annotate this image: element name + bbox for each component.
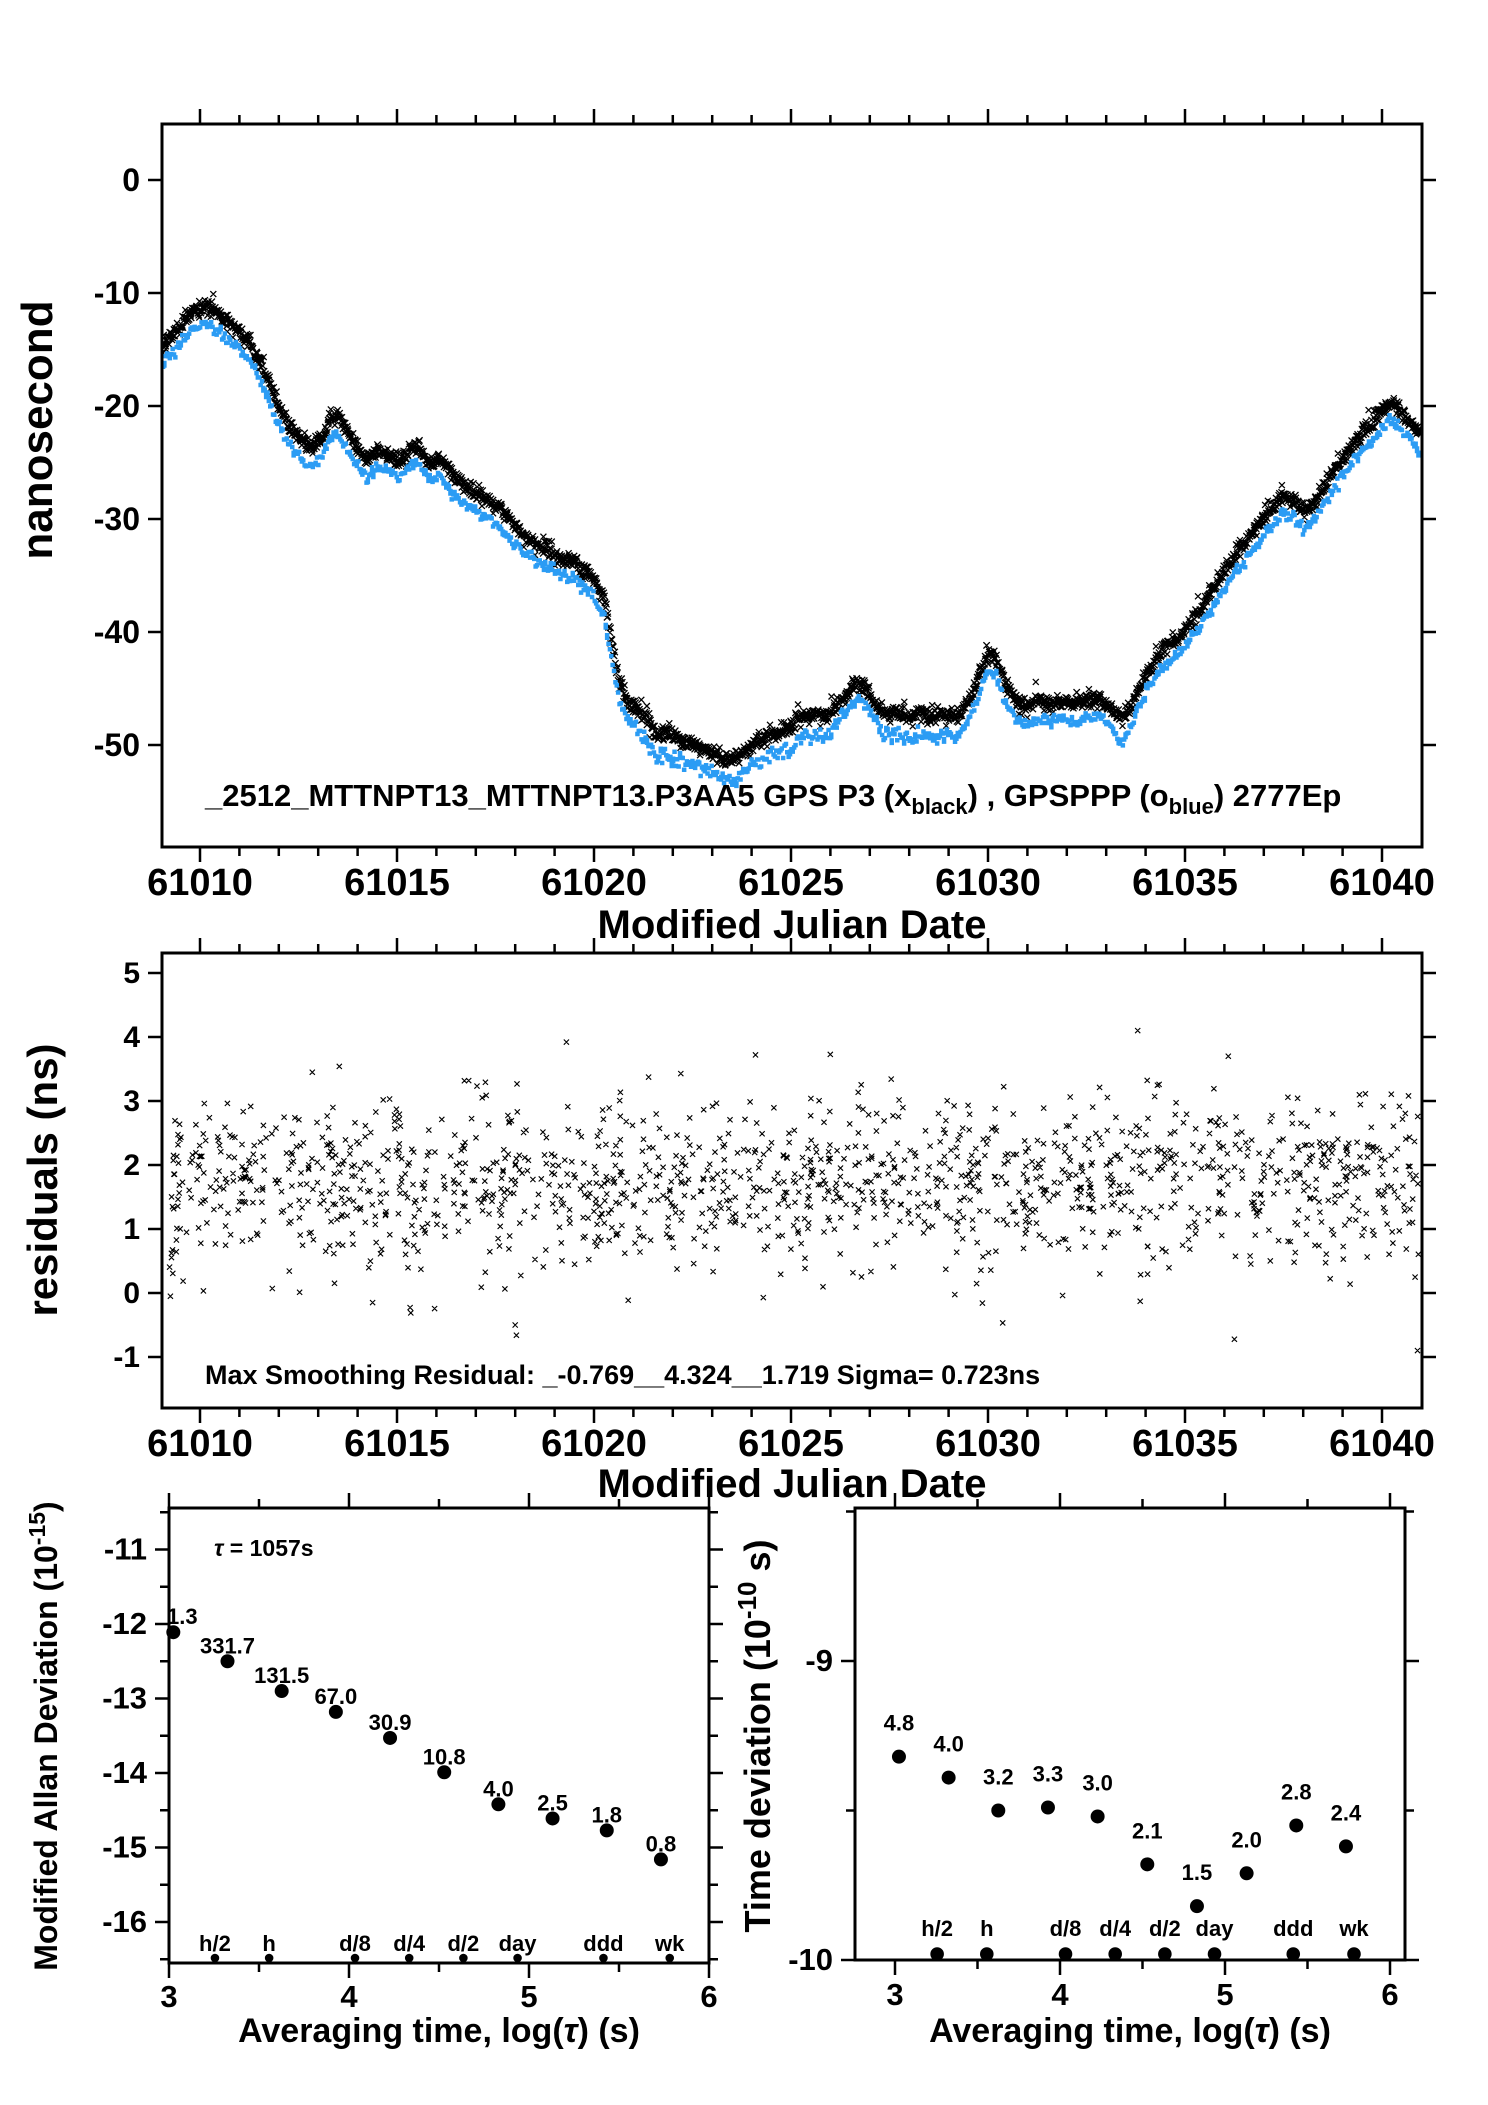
residuals-ytick-label: 2 [123,1149,140,1182]
mdev-xtick-label: 4 [340,1979,358,2014]
tdev-ref-label: day [1195,1916,1234,1941]
mdev-point-label: 67.0 [314,1683,358,1709]
mdev-x-ticks [169,1493,709,1978]
phase-ytick-label: -40 [93,614,140,650]
residuals-xtick-label: 61030 [935,1423,1041,1465]
mdev-ytick-label: -11 [103,1531,147,1567]
mdev-point-label: 2.5 [537,1790,568,1816]
tdev-xlabel-seg-2: ) (s) [1268,2012,1331,2050]
mdev-ref-label: d/2 [447,1931,480,1956]
phase-frame [162,124,1422,847]
mdev-point-label: 1.3 [167,1604,198,1630]
mdev-ref-label: ddd [583,1931,624,1956]
residuals-xtick-label: 61035 [1132,1423,1238,1465]
residuals-ytick-label: 0 [123,1277,140,1310]
tdev-ref-label: d/2 [1148,1916,1181,1941]
mdev-ref-label: d/4 [393,1931,426,1956]
phase-xtick-label: 61025 [738,862,844,904]
mdev-point-label: 0.8 [645,1831,677,1857]
tdev-point [942,1771,956,1785]
tdev-ref-label: wk [1339,1916,1369,1941]
mdev-point-label: 4.0 [483,1776,514,1802]
tdev-ref-label: d/4 [1099,1916,1132,1941]
phase-xtick-label: 61040 [1329,862,1435,904]
tdev-point-label: 4.0 [933,1731,964,1757]
tdev-xtick-label: 4 [1051,1977,1069,2012]
mdev-ref-label: day [498,1931,537,1956]
mdev-xtick-label: 6 [700,1979,718,2014]
phase-title-seg-4: ) 2777Ep [1213,778,1342,813]
residuals-ylabel: residuals (ns) [19,1043,66,1317]
phase-xtick-label: 61035 [1132,862,1238,904]
mdev-point-label: 1.8 [591,1802,623,1828]
mdev-xlabel [238,2012,640,2050]
mdev-xlabel-seg-0: Averaging time, log( [238,2012,564,2050]
mdev-tau-annotation [214,1535,314,1561]
residuals-ytick-label: 1 [123,1213,140,1246]
tdev-xlabel [929,2012,1331,2050]
tdev-point [1190,1899,1204,1913]
residuals-xtick-label: 61040 [1329,1423,1435,1465]
phase-ytick-label: -50 [93,727,140,763]
mdev-point-label: 30.9 [368,1709,412,1735]
tdev-point [892,1750,906,1764]
tdev-xtick-label: 3 [886,1977,904,2012]
tdev-point-label: 3.3 [1032,1761,1064,1787]
tdev-ylabel-seg-1: -10 [732,1581,762,1620]
mdev-ytick-label: -13 [102,1680,147,1716]
mdev-ref-label: h [262,1931,276,1956]
mdev-ylabel [24,1501,64,1970]
tdev-ref-label: ddd [1273,1916,1314,1941]
phase-title [204,778,1341,819]
residuals-x-ticks [200,938,1382,1423]
phase-title-seg-2: ) , GPSPPP (o [967,778,1169,813]
tdev-point-label: 2.1 [1131,1818,1163,1844]
residuals-frame [162,953,1422,1408]
tdev-xlabel-seg-1: τ [1254,2012,1269,2050]
residuals-xtick-label: 61020 [541,1423,647,1465]
mdev-ytick-label: -15 [102,1829,147,1865]
phase-ytick-label: 0 [122,162,140,198]
tdev-point-label: 3.0 [1082,1770,1113,1796]
residuals-ytick-label: 5 [123,957,140,990]
residuals-series [167,1028,1421,1353]
tdev-point-label: 2.4 [1330,1800,1362,1826]
mdev-xlabel-seg-1: τ [563,2012,578,2050]
tdev-point [1339,1839,1353,1853]
phase-title-seg-3: blue [1168,794,1214,819]
residuals-ytick-label: 4 [123,1021,140,1054]
residuals-ytick-label: 3 [123,1085,140,1118]
residuals-annotation: Max Smoothing Residual: _-0.769__4.324__1.719 Sigma= 0.723ns [205,1360,1041,1390]
tdev-ref-label: d/8 [1049,1916,1082,1941]
mdev-ytick-label: -12 [102,1606,147,1641]
mdev-ytick-label: -14 [102,1755,147,1790]
phase-xtick-label: 61015 [344,862,450,904]
tdev-point-label: 2.8 [1280,1779,1312,1805]
residuals-ytick-label: -1 [113,1341,140,1374]
mdev-point-label: 131.5 [254,1663,310,1689]
phase-title-seg-0: _2512_MTTNPT13_MTTNPT13.P3AA5 GPS P3 (x [205,778,912,813]
tdev-point-label: 2.0 [1231,1827,1262,1853]
phase-y-ticks [148,180,1436,745]
mdev-ylabel-seg-2: ) [28,1501,64,1512]
residuals-xtick-label: 61010 [147,1423,253,1465]
mdev-ref-label: h/2 [199,1931,231,1956]
phase-xtick-label: 61010 [147,862,253,904]
residuals-xtick-label: 61015 [344,1423,450,1465]
mdev-xtick-label: 5 [520,1979,538,2014]
tdev-ylabel [732,1539,778,1932]
phase-xtick-label: 61030 [935,862,1041,904]
tdev-ylabel-seg-0: Time deviation (10 [737,1619,778,1933]
mdev-frame [169,1508,709,1963]
phase-ylabel: nanosecond [13,300,62,560]
mdev-xtick-label: 3 [160,1979,178,2014]
mdev-ref-label: d/8 [339,1931,371,1956]
tdev-point-label: 3.2 [982,1764,1014,1790]
phase-ytick-label: -10 [93,275,140,311]
residuals-xlabel: Modified Julian Date [597,1462,987,1506]
tdev-ylabel-seg-2: s) [737,1539,778,1582]
mdev-tau-annotation-seg-1: = 1057s [223,1535,314,1561]
mdev-tau-annotation-seg-0: τ [214,1535,224,1561]
tdev-point [1240,1866,1254,1880]
mdev-xlabel-seg-2: ) (s) [577,2012,640,2050]
mdev-y-ticks [155,1512,723,1959]
mdev-ref-label: wk [655,1931,685,1956]
tdev-ref-label: h/2 [921,1916,954,1941]
tdev-point-label: 1.5 [1181,1860,1213,1886]
residuals-xtick-label: 61025 [738,1423,844,1465]
tdev-point-label: 4.8 [883,1710,915,1736]
tdev-ytick-label: -10 [788,1942,833,1977]
tdev-point [1041,1801,1055,1815]
tdev-y-ticks [841,1512,1419,1961]
tdev-ref-label: h [980,1916,994,1941]
mdev-point-label: 10.8 [422,1744,466,1770]
gps-p3-series [160,291,1425,768]
tdev-x-ticks [895,1493,1390,1975]
tdev-xtick-label: 5 [1216,1977,1234,2012]
phase-xlabel: Modified Julian Date [597,903,987,947]
tdev-point [1289,1818,1303,1832]
tdev-point [1140,1857,1154,1871]
mdev-ylabel-seg-1: -15 [24,1511,50,1546]
phase-xtick-label: 61020 [541,862,647,904]
mdev-ytick-label: -16 [102,1904,147,1939]
phase-title-seg-1: black [911,794,968,819]
tdev-point [1091,1809,1105,1823]
phase-ytick-label: -30 [93,501,140,537]
tdev-xtick-label: 6 [1381,1977,1399,2012]
tdev-point [991,1804,1005,1818]
mdev-point-label: 331.7 [199,1633,256,1659]
tdev-ytick-label: -9 [805,1643,833,1678]
phase-ytick-label: -20 [93,388,140,424]
mdev-ylabel-seg-0: Modified Allan Deviation (10 [28,1545,64,1971]
tdev-xlabel-seg-0: Averaging time, log( [929,2012,1255,2050]
